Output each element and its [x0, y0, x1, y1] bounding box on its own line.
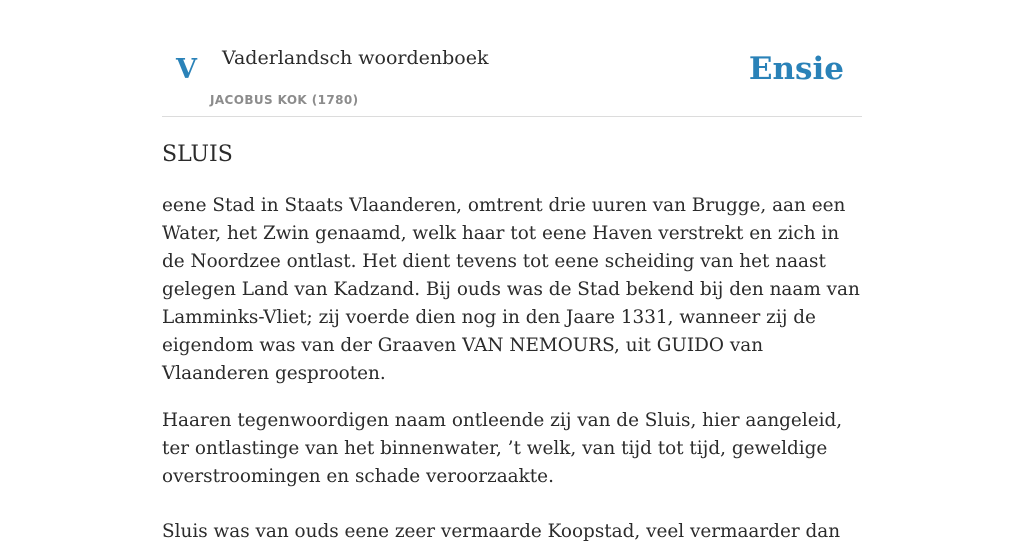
article-paragraph: Sluis was van ouds eene zeer vermaarde Koopstad, veel vermaarder dan: [162, 521, 841, 542]
book-author: JACOBUS KOK (1780): [210, 93, 359, 107]
article-paragraph: Haaren tegenwoordigen naam ontleende zij van de Sluis, hier aangeleid, ter ontlastinge van het binnenwater, ’t welk, van tijd tot tijd, geweldige overstroomingen en schade veroorzaakte.: [162, 410, 843, 487]
ensie-logo-link[interactable]: Ensie: [748, 51, 844, 87]
article-headword: SLUIS: [162, 142, 233, 167]
book-letter-icon[interactable]: V: [176, 54, 197, 85]
article-body: [162, 138, 862, 546]
article-paragraph: eene Stad in Staats Vlaanderen, omtrent drie uuren van Brugge, aan een Water, het Zwin genaamd, welk haar tot eene Haven verstrekt en zich in de Noordzee ontlast. Het dient tevens tot eene scheiding van het naast gelegen Land van Kadzand. Bij ouds was de Stad bekend bij den naam van Lamminks-Vliet; zij voerde dien nog in den Jaare 1331, wanneer zij de eigendom was van der Graaven VAN NEMOURS, uit GUIDO van Vlaanderen gesprooten.: [162, 195, 860, 384]
book-title-link[interactable]: Vaderlandsch woordenboek: [222, 47, 489, 69]
page-header: [162, 0, 862, 117]
